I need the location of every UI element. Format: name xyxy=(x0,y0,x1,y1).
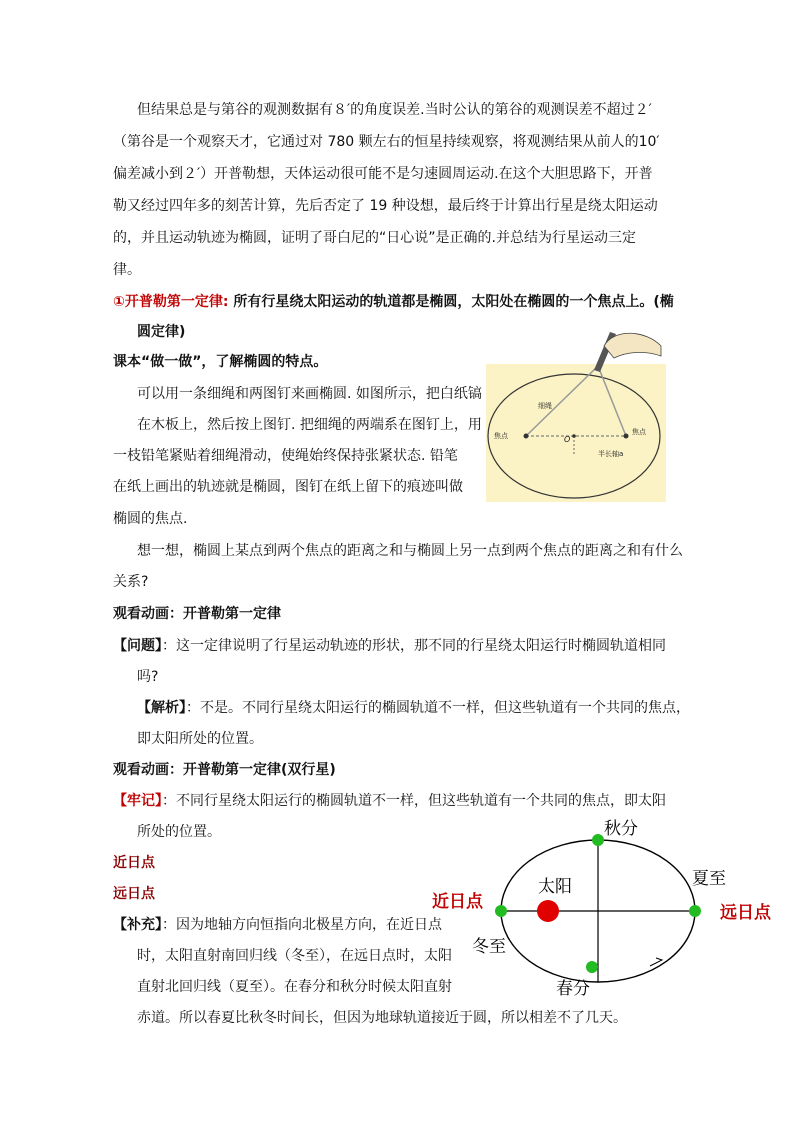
label-autumn: 秋分 xyxy=(604,819,638,839)
activity-line: 在纸上画出的轨迹就是椭圆，图钉在纸上留下的痕迹叫做 xyxy=(113,479,463,495)
label-rope: 细绳 xyxy=(538,402,552,410)
supplement-line: 时，太阳直射南回归线（冬至），在远日点时，太阳 xyxy=(137,948,452,964)
focus-pin-right xyxy=(624,434,629,439)
label-aphelion: 远日点 xyxy=(720,903,771,923)
activity-line: 可以用一条细绳和两图钉来画椭圆. 如图所示，把白纸镐 xyxy=(137,386,482,402)
paragraph-line: 但结果总是与第谷的观测数据有８′的角度误差.当时公认的第谷的观测误差不超过２′ xyxy=(137,102,652,118)
analysis-line2: 即太阳所处的位置。 xyxy=(137,731,263,747)
question-tag: 【问题】 xyxy=(113,638,162,654)
think-line: 想一想，椭圆上某点到两个焦点的距离之和与椭圆上另一点到两个焦点的距离之和有什么 xyxy=(137,543,683,559)
activity-line: 一枝铅笔紧贴着细绳滑动，使绳始终保持张紧状态. 铅笔 xyxy=(113,448,458,464)
supplement-line: 直射北回归线（夏至）。在春分和秋分时候太阳直射 xyxy=(137,979,452,995)
supplement-tag: 【补充】 xyxy=(113,917,162,933)
label-focus-right: 焦点 xyxy=(632,428,646,436)
law1-line2: 圆定律) xyxy=(137,324,186,340)
paragraph-line: 偏差减小到２′）开普勒想，天体运动很可能不是匀速圆周运动.在这个大胆思路下，开普 xyxy=(113,166,653,182)
think-line: 关系? xyxy=(113,574,149,590)
law1-text: 所有行星绕太阳运动的轨道都是椭圆，太阳处在椭圆的一个焦点上。(椭 xyxy=(228,294,674,310)
remember-text: ：不同行星绕太阳运行的椭圆轨道不一样，但这些轨道有一个共同的焦点，即太阳 xyxy=(162,793,666,809)
hand-icon xyxy=(604,333,661,358)
paragraph-line: （第谷是一个观察天才，它通过对 780 颗左右的恒星持续观察，将观测结果从前人的10′ xyxy=(113,134,660,150)
analysis-line xyxy=(137,698,690,718)
center-point xyxy=(572,434,576,438)
planet-autumn xyxy=(592,834,604,846)
sun-circle xyxy=(537,900,559,922)
planet-winter xyxy=(495,905,507,917)
remember-line2: 所处的位置。 xyxy=(137,824,221,840)
label-sun: 太阳 xyxy=(538,877,572,897)
remember-line xyxy=(113,791,666,811)
activity-line: 在木板上，然后按上图钉. 把细绳的两端系在图钉上，用 xyxy=(137,417,482,433)
remember-tag: 【牢记】 xyxy=(113,793,162,809)
question-text: ：这一定律说明了行星运动轨迹的形状，那不同的行星绕太阳运行时椭圆轨道相同 xyxy=(162,638,666,654)
perihelion-heading: 近日点 xyxy=(113,855,155,871)
label-center: O xyxy=(564,435,571,444)
paragraph-line: 的，并且运动轨迹为椭圆，证明了哥白尼的“日心说”是正确的.并总结为行星运动三定 xyxy=(113,230,636,246)
planet-summer xyxy=(689,905,701,917)
label-winter: 冬至 xyxy=(472,937,506,957)
supplement-line: 赤道。所以春夏比秋冬时间长，但因为地球轨道接近于圆，所以相差不了几天。 xyxy=(137,1010,627,1026)
earth-orbit-figure xyxy=(430,812,780,1002)
planet-spring xyxy=(586,961,598,973)
question-line xyxy=(113,636,666,656)
supplement-line xyxy=(113,915,442,935)
question-line2: 吗? xyxy=(137,669,159,685)
label-summer: 夏至 xyxy=(692,869,726,889)
aphelion-heading: 远日点 xyxy=(113,886,155,902)
focus-pin-left xyxy=(524,434,529,439)
analysis-tag: 【解析】 xyxy=(137,700,186,716)
label-focus-left: 焦点 xyxy=(494,432,508,440)
activity-title: 课本“做一做”，了解椭圆的特点。 xyxy=(113,354,328,370)
animation-link[interactable]: 观看动画：开普勒第一定律 xyxy=(113,606,281,622)
supplement-text: ：因为地轴方向恒指向北极星方向，在近日点 xyxy=(162,917,442,933)
law1-line xyxy=(113,292,674,312)
activity-line: 椭圆的焦点. xyxy=(113,511,188,527)
law1-label: ①开普勒第一定律: xyxy=(113,294,229,310)
label-perihelion: 近日点 xyxy=(432,892,483,912)
paragraph-line: 勒又经过四年多的刻苦计算，先后否定了 19 种设想，最后终于计算出行星是绕太阳运动 xyxy=(113,198,658,214)
animation-link[interactable]: 观看动画：开普勒第一定律(双行星) xyxy=(113,762,336,778)
ellipse-drawing-figure xyxy=(486,326,666,502)
analysis-text: ：不是。不同行星绕太阳运行的椭圆轨道不一样，但这些轨道有一个共同的焦点， xyxy=(186,700,690,716)
paragraph-line: 律。 xyxy=(113,262,141,278)
label-spring: 春分 xyxy=(556,979,590,999)
label-semi-axis: 半长轴a xyxy=(598,450,624,458)
